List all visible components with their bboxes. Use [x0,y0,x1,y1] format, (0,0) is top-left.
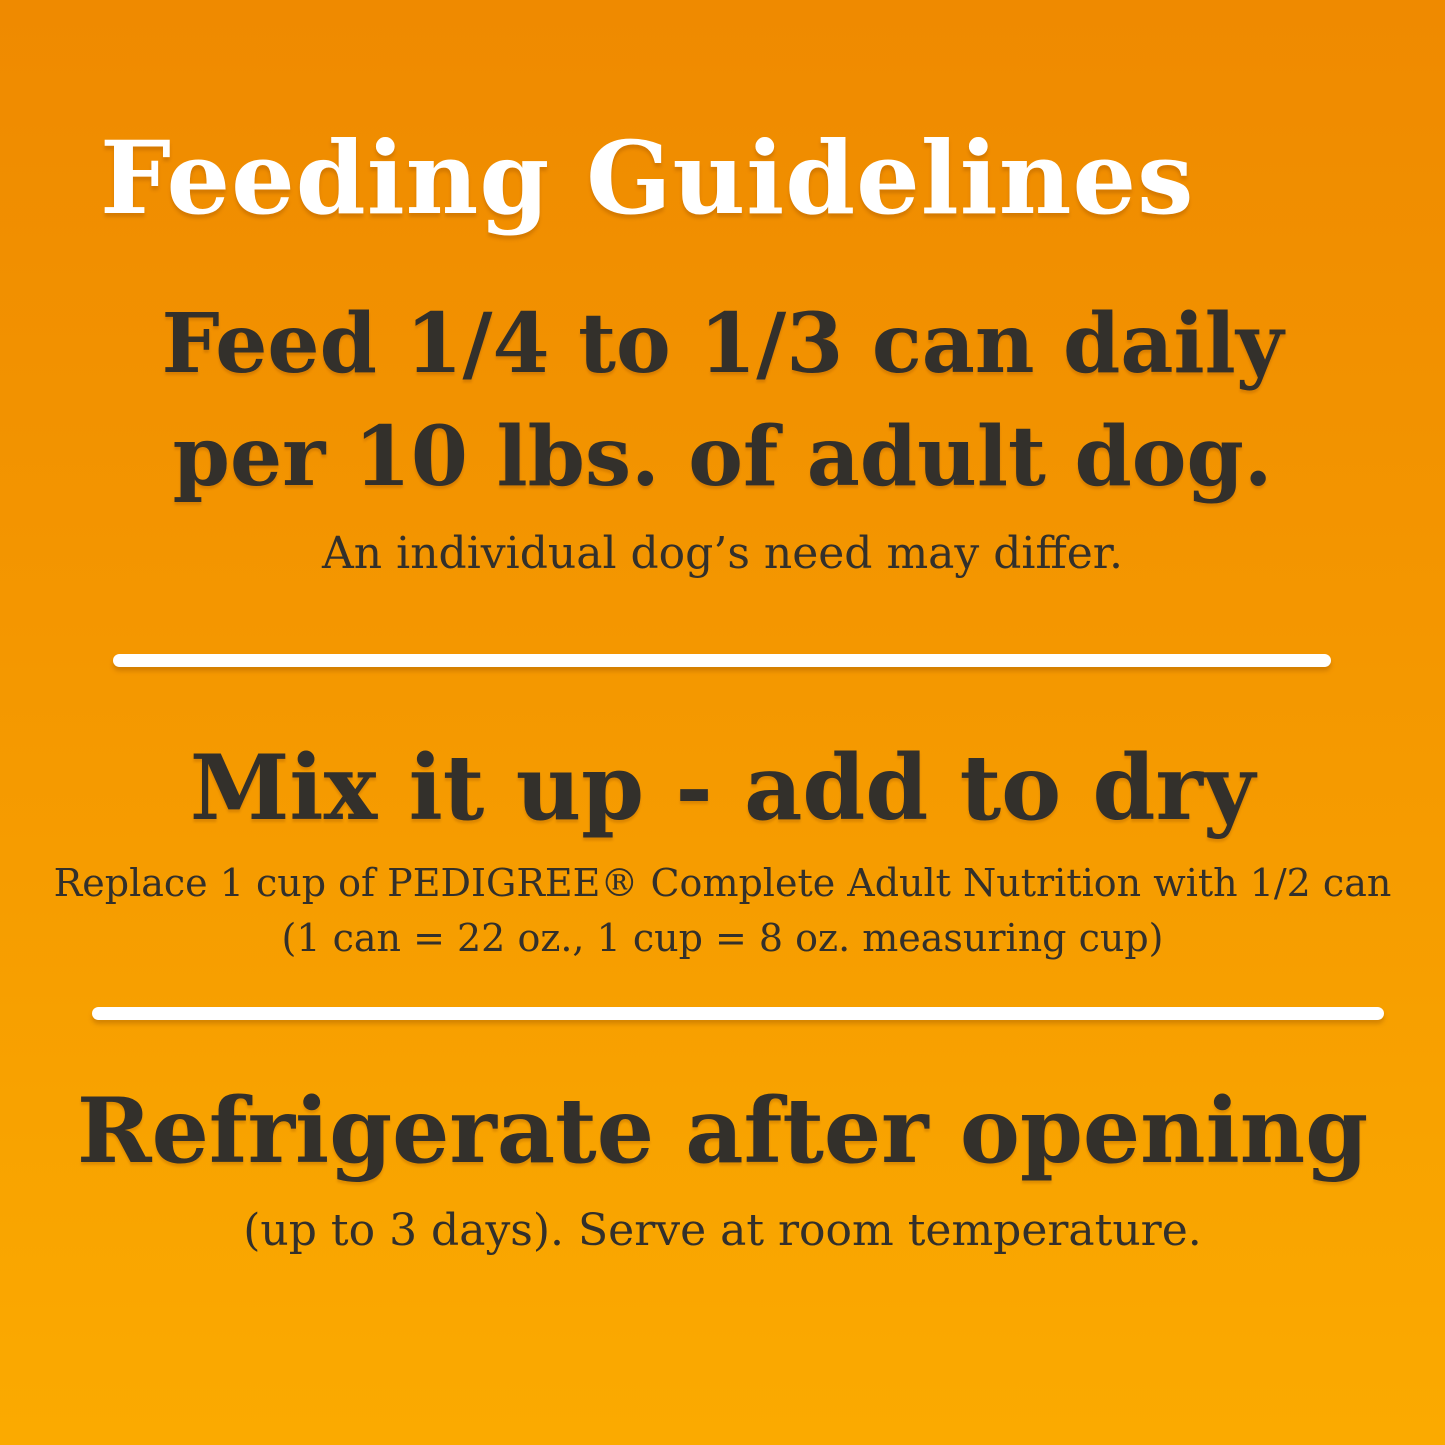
refrigerate-heading: Refrigerate after opening [76,1078,1369,1184]
mix-note-line1: Replace 1 cup of PEDIGREE® Complete Adult Nutrition with 1/2 can [53,861,1392,905]
feed-amount-note: An individual dog’s need may differ. [322,528,1123,579]
mix-heading: Mix it up - add to dry [189,735,1256,841]
mix-note [0,856,1445,966]
section-divider [113,654,1331,667]
feed-amount-heading-line1: Feed 1/4 to 1/3 can daily [161,296,1284,392]
feed-amount-heading [0,288,1445,514]
feed-amount-heading-line2: per 10 lbs. of adult dog. [172,409,1273,506]
section-divider [92,1007,1384,1020]
page-title: Feeding Guidelines [100,119,1195,237]
refrigerate-note: (up to 3 days). Serve at room temperature. [243,1205,1202,1256]
mix-note-line2: (1 can = 22 oz., 1 cup = 8 oz. measuring cup) [281,916,1164,961]
